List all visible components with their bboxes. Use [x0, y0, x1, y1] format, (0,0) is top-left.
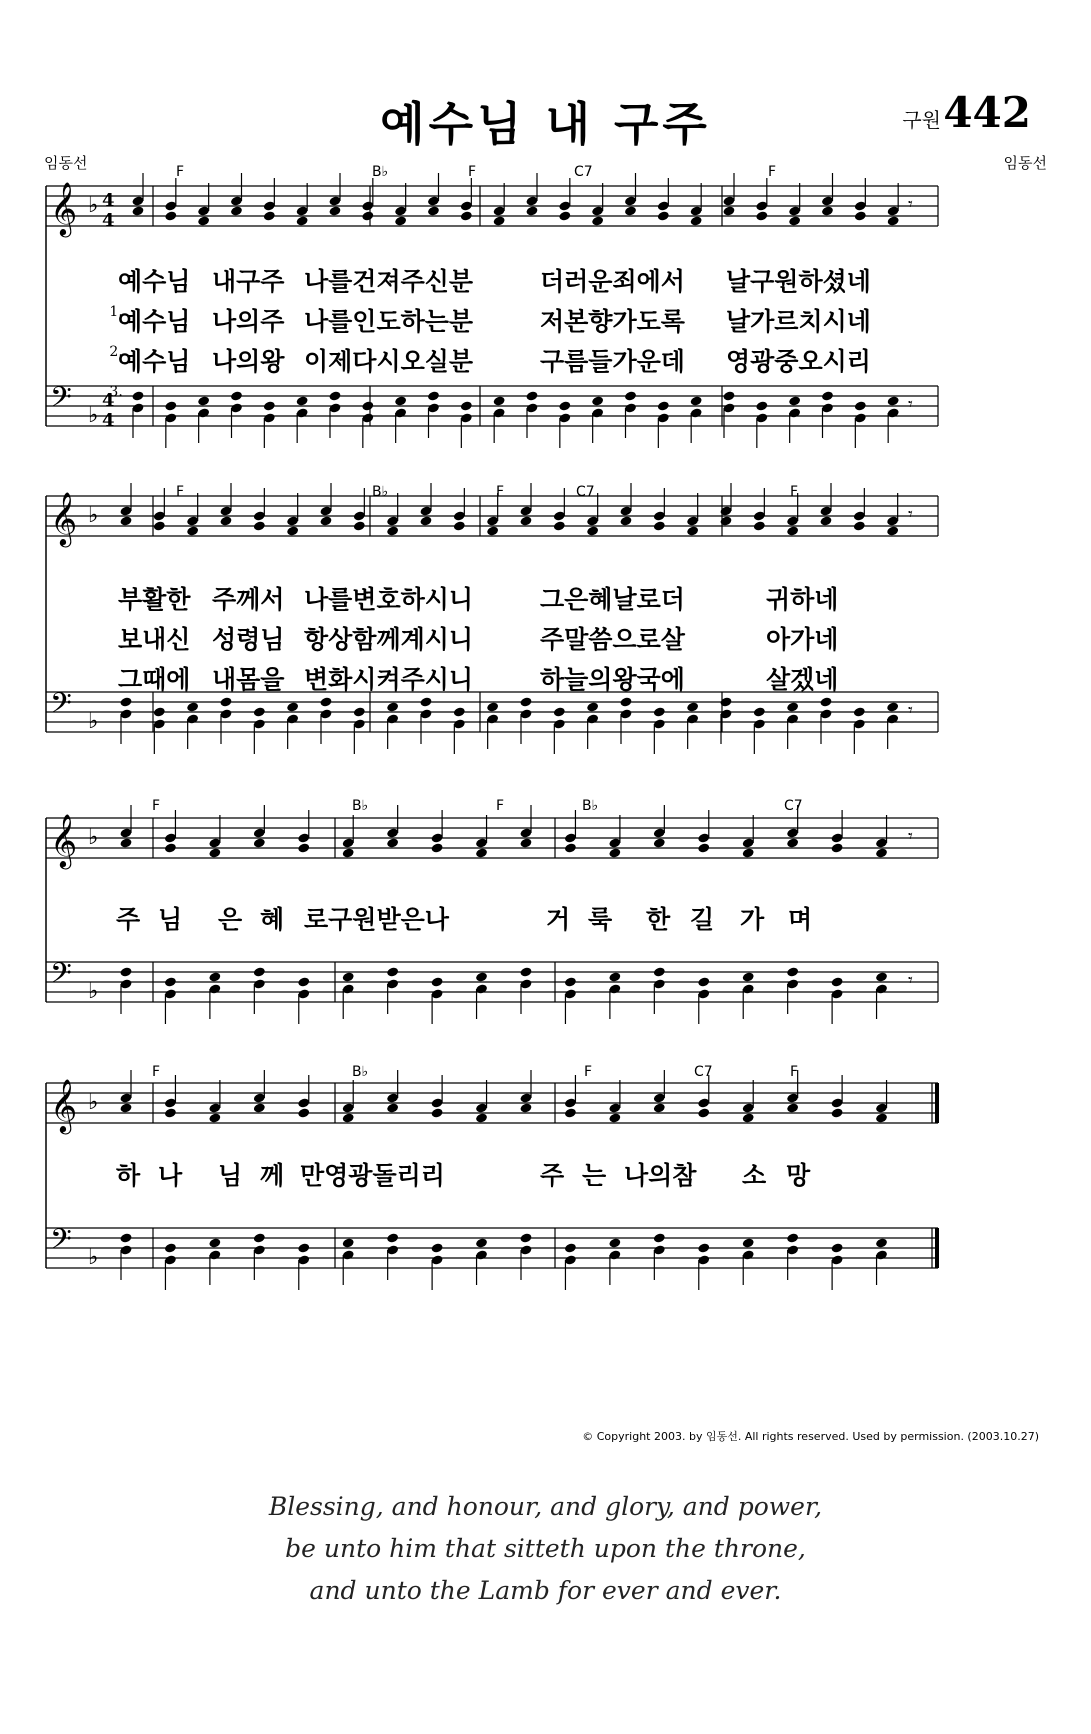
- note-head: [564, 1107, 577, 1118]
- lyric-syllables: 길: [690, 905, 715, 934]
- note-head: [653, 1232, 666, 1243]
- chord-symbol: F: [468, 164, 477, 180]
- note-head: [263, 400, 276, 411]
- note-head: [253, 837, 266, 848]
- note-head: [208, 847, 221, 858]
- note-head: [431, 842, 444, 853]
- chord-symbol: F: [152, 1064, 161, 1080]
- note-head: [164, 1107, 177, 1118]
- note-head: [427, 205, 440, 216]
- chord-symbol: F: [496, 798, 505, 814]
- note-head: [558, 210, 571, 221]
- note-head: [854, 400, 867, 411]
- chord-symbol: B♭: [352, 1064, 369, 1080]
- note-head: [831, 1242, 844, 1253]
- note-head: [119, 966, 132, 977]
- note-head: [431, 976, 444, 987]
- flat-key-signature: ♭: [88, 709, 99, 734]
- note-head: [361, 400, 374, 411]
- treble-clef-icon: 𝄞: [50, 491, 78, 545]
- note-head: [722, 390, 735, 401]
- lyric-syllables: 살겠네: [766, 665, 839, 694]
- note-head: [453, 706, 466, 717]
- note-head: [431, 1242, 444, 1253]
- lyric-syllables: 거: [546, 905, 571, 934]
- note-head: [608, 847, 621, 858]
- lyric-syllables: 나의참: [624, 1161, 697, 1190]
- lyric-syllables: 주: [540, 1161, 565, 1190]
- note-head: [591, 215, 604, 226]
- note-head: [653, 520, 666, 531]
- note-head: [342, 847, 355, 858]
- lyric-syllables: 그은혜날로더: [540, 585, 685, 614]
- note-head: [297, 842, 310, 853]
- chord-symbol: F: [790, 484, 799, 500]
- note-head: [386, 1232, 399, 1243]
- note-head: [297, 1242, 310, 1253]
- note-head: [753, 520, 766, 531]
- note-head: [394, 215, 407, 226]
- note-head: [119, 1102, 132, 1113]
- lyric-syllables: 이제다시오실분: [304, 347, 474, 376]
- note-head: [786, 525, 799, 536]
- lyric-syllables: 부활한: [118, 585, 191, 614]
- note-head: [653, 1102, 666, 1113]
- note-head: [164, 842, 177, 853]
- note-head: [553, 706, 566, 717]
- note-head: [742, 971, 755, 982]
- lyric-syllables: 구름들가운데: [540, 347, 685, 376]
- lyric-syllables: 내몸을: [212, 665, 285, 694]
- lyric-syllables: 주께서: [212, 585, 285, 614]
- note-head: [431, 1107, 444, 1118]
- note-head: [253, 966, 266, 977]
- lyric-syllables: 만영광돌리리: [300, 1161, 445, 1190]
- note-head: [831, 842, 844, 853]
- note-head: [328, 205, 341, 216]
- lyric-syllables: 혜: [260, 905, 285, 934]
- scripture-quote: [0, 1486, 1091, 1612]
- flat-key-signature: ♭: [88, 193, 99, 218]
- note-head: [519, 696, 532, 707]
- note-head: [854, 210, 867, 221]
- note-head: [119, 1232, 132, 1243]
- note-head: [831, 976, 844, 987]
- note-head: [219, 515, 232, 526]
- note-head: [786, 837, 799, 848]
- bass-clef-icon: 𝄢: [50, 687, 72, 727]
- final-barline: [935, 1228, 939, 1268]
- note-head: [186, 525, 199, 536]
- lyric-syllables: 예수님: [118, 347, 191, 376]
- note-head: [361, 210, 374, 221]
- note-head: [419, 515, 432, 526]
- note-head: [821, 390, 834, 401]
- note-head: [657, 210, 670, 221]
- hymn-title: 예수님 내 구주: [380, 97, 711, 151]
- quote-line: be unto him that sitteth upon the throne,: [285, 1534, 806, 1563]
- note-head: [119, 696, 132, 707]
- note-head: [519, 1232, 532, 1243]
- time-signature: 4: [102, 390, 115, 411]
- rest-icon: 𝄾: [908, 194, 913, 215]
- note-head: [263, 210, 276, 221]
- note-head: [786, 1102, 799, 1113]
- quote-line: and unto the Lamb for ever and ever.: [309, 1576, 782, 1605]
- note-head: [453, 520, 466, 531]
- note-head: [460, 400, 473, 411]
- note-head: [386, 701, 399, 712]
- hymn-category-label: 구원: [902, 108, 941, 132]
- rest-icon: 𝄾: [908, 826, 913, 847]
- time-signature: 4: [102, 410, 115, 431]
- note-head: [286, 701, 299, 712]
- treble-clef-icon: 𝄞: [50, 813, 78, 867]
- note-head: [853, 520, 866, 531]
- note-head: [253, 1102, 266, 1113]
- chord-symbol: F: [176, 164, 185, 180]
- chord-symbol: C7: [574, 164, 593, 180]
- chord-symbol: C7: [576, 484, 595, 500]
- note-head: [853, 706, 866, 717]
- note-head: [657, 400, 670, 411]
- rest-icon: 𝄾: [908, 504, 913, 525]
- chord-symbol: F: [790, 1064, 799, 1080]
- note-head: [230, 390, 243, 401]
- note-head: [886, 701, 899, 712]
- note-head: [786, 1232, 799, 1243]
- note-head: [253, 520, 266, 531]
- note-head: [296, 395, 309, 406]
- note-head: [208, 1237, 221, 1248]
- lyric-syllables: 저본향가도록: [540, 307, 685, 336]
- note-head: [475, 1112, 488, 1123]
- note-head: [153, 520, 166, 531]
- verse-number: 3.: [109, 384, 123, 400]
- verse-number: 1.: [109, 304, 123, 320]
- note-head: [353, 520, 366, 531]
- note-head: [586, 701, 599, 712]
- note-head: [558, 400, 571, 411]
- note-head: [619, 515, 632, 526]
- lyric-syllables: 룩: [588, 905, 613, 934]
- note-head: [819, 515, 832, 526]
- note-head: [286, 525, 299, 536]
- note-head: [525, 205, 538, 216]
- lyric-syllables: 은: [218, 905, 243, 934]
- lyric-syllables: 가: [740, 905, 765, 934]
- note-head: [697, 1242, 710, 1253]
- chord-symbol: F: [176, 484, 185, 500]
- chord-symbol: B♭: [372, 164, 389, 180]
- lyric-syllables: 내구주: [212, 267, 285, 296]
- note-head: [742, 1112, 755, 1123]
- note-head: [875, 847, 888, 858]
- note-head: [525, 390, 538, 401]
- note-head: [486, 701, 499, 712]
- quote-line: Blessing, and honour, and glory, and power,: [268, 1492, 823, 1521]
- lyric-syllables: 아가네: [766, 625, 839, 654]
- bass-clef-icon: 𝄢: [50, 957, 72, 997]
- note-head: [253, 706, 266, 717]
- note-head: [742, 847, 755, 858]
- note-head: [486, 525, 499, 536]
- note-head: [786, 701, 799, 712]
- lyric-syllables: 예수님: [118, 307, 191, 336]
- note-head: [219, 696, 232, 707]
- note-head: [197, 215, 210, 226]
- note-head: [887, 395, 900, 406]
- note-head: [591, 395, 604, 406]
- lyric-syllables: 나: [158, 1161, 183, 1190]
- lyric-syllables: 날가르치시네: [726, 307, 871, 336]
- note-head: [564, 1242, 577, 1253]
- note-head: [131, 205, 144, 216]
- note-head: [788, 395, 801, 406]
- note-head: [564, 976, 577, 987]
- lyric-syllables: 보내신: [118, 625, 191, 654]
- note-head: [386, 966, 399, 977]
- note-head: [653, 966, 666, 977]
- time-signature: 4: [102, 210, 115, 231]
- lyric-syllables: 예수님: [118, 267, 191, 296]
- note-head: [519, 1102, 532, 1113]
- lyric-syllables: 며: [788, 905, 813, 934]
- final-barline: [935, 1083, 939, 1123]
- treble-clef-icon: 𝄞: [50, 1078, 78, 1132]
- note-head: [690, 395, 703, 406]
- note-head: [208, 971, 221, 982]
- note-head: [875, 1112, 888, 1123]
- note-head: [624, 390, 637, 401]
- chord-symbol: B♭: [372, 484, 389, 500]
- note-head: [197, 395, 210, 406]
- flat-key-signature: ♭: [88, 979, 99, 1004]
- note-head: [342, 1112, 355, 1123]
- note-head: [887, 215, 900, 226]
- note-head: [690, 215, 703, 226]
- note-head: [788, 215, 801, 226]
- note-head: [821, 205, 834, 216]
- lyric-syllables: 로구원받은나: [304, 905, 449, 934]
- bass-clef-icon: 𝄢: [50, 1223, 72, 1263]
- note-head: [697, 842, 710, 853]
- copyright-notice: © Copyright 2003. by 임동선. All rights reserved. Used by permission. (2003.10.27): [582, 1430, 1039, 1443]
- note-head: [786, 966, 799, 977]
- note-head: [519, 837, 532, 848]
- note-head: [519, 966, 532, 977]
- note-head: [164, 210, 177, 221]
- note-head: [394, 395, 407, 406]
- note-head: [328, 390, 341, 401]
- note-head: [208, 1112, 221, 1123]
- flat-key-signature: ♭: [88, 1245, 99, 1270]
- note-head: [753, 706, 766, 717]
- rest-icon: 𝄾: [908, 970, 913, 991]
- note-head: [353, 706, 366, 717]
- note-head: [742, 1237, 755, 1248]
- note-head: [819, 696, 832, 707]
- lyric-syllables: 나를변호하시니: [304, 585, 474, 614]
- flat-key-signature: ♭: [88, 403, 99, 428]
- note-head: [164, 400, 177, 411]
- lyric-syllables: 나의왕: [212, 347, 285, 376]
- note-head: [619, 696, 632, 707]
- note-head: [624, 205, 637, 216]
- note-head: [319, 515, 332, 526]
- composer-credit: 임동선: [1003, 154, 1047, 172]
- lyric-syllables: 주말씀으로살: [540, 625, 685, 654]
- chord-symbol: C7: [694, 1064, 713, 1080]
- note-head: [722, 205, 735, 216]
- note-head: [460, 210, 473, 221]
- note-head: [475, 847, 488, 858]
- note-head: [875, 1237, 888, 1248]
- lyric-syllables: 나의주: [212, 307, 285, 336]
- note-head: [164, 1242, 177, 1253]
- flat-key-signature: ♭: [88, 503, 99, 528]
- lyric-syllables: 소: [742, 1161, 767, 1190]
- lyric-syllables: 더러운죄에서: [540, 267, 685, 296]
- chord-symbol: B♭: [582, 798, 599, 814]
- note-head: [296, 215, 309, 226]
- note-head: [297, 976, 310, 987]
- note-head: [153, 706, 166, 717]
- note-head: [119, 515, 132, 526]
- note-head: [586, 525, 599, 536]
- note-head: [131, 390, 144, 401]
- rest-icon: 𝄾: [908, 394, 913, 415]
- rest-icon: 𝄾: [908, 700, 913, 721]
- note-head: [831, 1107, 844, 1118]
- note-head: [686, 701, 699, 712]
- lyric-syllables: 님: [218, 1161, 243, 1190]
- note-head: [608, 1112, 621, 1123]
- time-signature: 4: [102, 190, 115, 211]
- note-head: [386, 1102, 399, 1113]
- note-head: [475, 1237, 488, 1248]
- note-head: [608, 1237, 621, 1248]
- note-head: [875, 971, 888, 982]
- lyric-syllables: 께: [260, 1161, 285, 1190]
- note-head: [253, 1232, 266, 1243]
- verse-number: 2.: [109, 344, 123, 360]
- treble-clef-icon: 𝄞: [50, 181, 78, 235]
- note-head: [653, 837, 666, 848]
- note-head: [697, 976, 710, 987]
- lyric-syllables: 영광중오시리: [726, 347, 871, 376]
- hymn-number: 442: [943, 88, 1031, 137]
- note-head: [686, 525, 699, 536]
- note-head: [564, 842, 577, 853]
- note-head: [386, 525, 399, 536]
- lyric-syllables: 한: [646, 905, 671, 934]
- lyric-syllables: 날구원하셨네: [726, 267, 871, 296]
- chord-symbol: F: [768, 164, 777, 180]
- chord-symbol: F: [584, 1064, 593, 1080]
- flat-key-signature: ♭: [88, 1090, 99, 1115]
- lyric-syllables: 하늘의왕국에: [540, 665, 685, 694]
- note-head: [427, 390, 440, 401]
- note-head: [475, 971, 488, 982]
- lyric-syllables: 님: [158, 905, 183, 934]
- note-head: [755, 210, 768, 221]
- note-head: [342, 1237, 355, 1248]
- note-head: [386, 837, 399, 848]
- chord-symbol: C7: [784, 798, 803, 814]
- note-head: [119, 837, 132, 848]
- lyric-syllables: 나를건져주신분: [304, 267, 474, 296]
- lyric-syllables: 주: [116, 905, 141, 934]
- note-head: [493, 215, 506, 226]
- note-head: [886, 525, 899, 536]
- note-head: [553, 520, 566, 531]
- chord-symbol: B♭: [352, 798, 369, 814]
- flat-key-signature: ♭: [88, 825, 99, 850]
- lyric-syllables: 는: [582, 1161, 607, 1190]
- note-head: [493, 395, 506, 406]
- note-head: [697, 1107, 710, 1118]
- note-head: [342, 971, 355, 982]
- note-head: [419, 696, 432, 707]
- note-head: [297, 1107, 310, 1118]
- lyric-syllables: 망: [786, 1161, 811, 1190]
- bass-clef-icon: 𝄢: [50, 381, 72, 421]
- lyric-syllables: 귀하네: [766, 585, 839, 614]
- lyric-syllables: 성령님: [212, 625, 285, 654]
- note-head: [230, 205, 243, 216]
- note-head: [319, 696, 332, 707]
- lyric-syllables: 하: [116, 1161, 141, 1190]
- note-head: [608, 971, 621, 982]
- lyric-syllables: 그때에: [118, 665, 191, 694]
- lyric-syllables: 변화시켜주시니: [304, 665, 474, 694]
- chord-symbol: F: [152, 798, 161, 814]
- chord-symbol: F: [496, 484, 505, 500]
- note-head: [186, 701, 199, 712]
- note-head: [519, 515, 532, 526]
- lyric-syllables: 나를인도하는분: [304, 307, 474, 336]
- lyric-syllables: 항상함께계시니: [304, 625, 474, 654]
- note-head: [164, 976, 177, 987]
- lyricist-credit: 임동선: [44, 154, 88, 172]
- note-head: [755, 400, 768, 411]
- note-head: [653, 706, 666, 717]
